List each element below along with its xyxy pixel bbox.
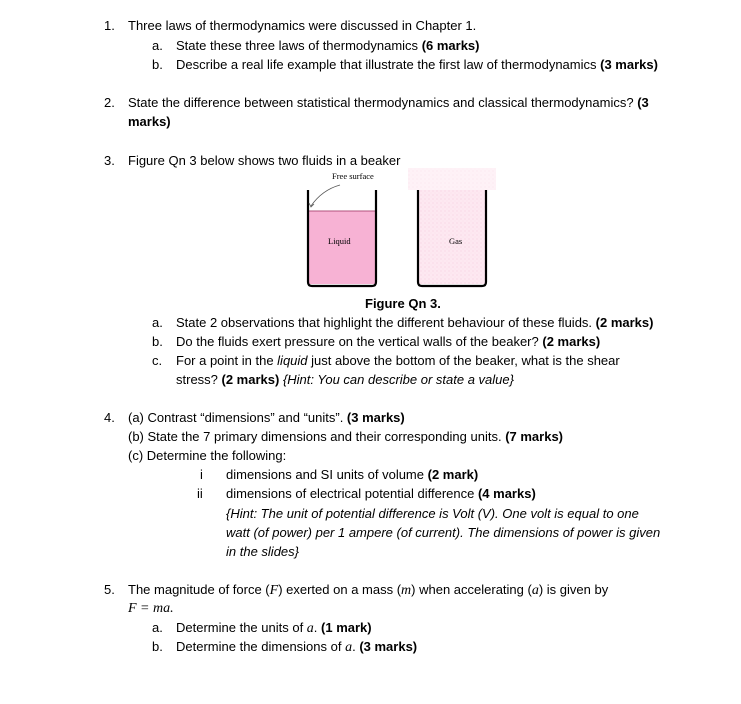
q4-number: 4. <box>104 410 115 425</box>
q2-marks-continued: marks) <box>128 114 171 129</box>
beaker-figure <box>300 166 500 290</box>
q4-hint-line1: {Hint: The unit of potential difference is Volt (V). One volt is equal to one <box>226 506 639 521</box>
q2-number: 2. <box>104 95 115 110</box>
q4a-text: (a) Contrast “dimensions” and “units”. (3 marks) <box>128 410 405 425</box>
q3c-text-line2: stress? (2 marks) {Hint: You can describe or state a value} <box>176 372 514 387</box>
q5b-text: Determine the dimensions of a. (3 marks) <box>176 639 418 655</box>
q3-text: Figure Qn 3 below shows two fluids in a beaker <box>128 153 401 168</box>
q5a-label: a. <box>152 620 163 635</box>
q3b-label: b. <box>152 334 163 349</box>
q4-hint-line2: watt (of power) per 1 ampere (of current). The dimensions of power is given <box>226 525 661 540</box>
q3c-label: c. <box>152 353 163 368</box>
q5-text: The magnitude of force (F) exerted on a mass (m) when accelerating (a) is given by <box>128 582 609 598</box>
q1b-text: Describe a real life example that illustrate the first law of thermodynamics (3 marks) <box>176 57 658 72</box>
q4c-text: (c) Determine the following: <box>128 448 287 463</box>
q3b-text: Do the fluids exert pressure on the vertical walls of the beaker? (2 marks) <box>176 334 601 349</box>
q3c-text-line1: For a point in the liquid just above the bottom of the beaker, what is the shear <box>176 353 620 368</box>
gas-haze <box>408 168 496 190</box>
q4c-i-label: i <box>200 467 203 482</box>
q3a-label: a. <box>152 315 163 330</box>
q1b-label: b. <box>152 57 163 72</box>
q3a-text: State 2 observations that highlight the different behaviour of these fluids. (2 marks) <box>176 315 654 330</box>
q1a-label: a. <box>152 38 163 53</box>
q4c-i-text: dimensions and SI units of volume (2 mark) <box>226 467 479 482</box>
q3-number: 3. <box>104 153 115 168</box>
q4c-ii-text: dimensions of electrical potential difference (4 marks) <box>226 486 536 501</box>
gas-label: Gas <box>449 236 463 246</box>
q1a-text: State these three laws of thermodynamics (6 marks) <box>176 38 480 53</box>
q4b-text: (b) State the 7 primary dimensions and their corresponding units. (7 marks) <box>128 429 564 444</box>
q4c-ii-label: ii <box>197 486 203 501</box>
q5b-label: b. <box>152 639 163 654</box>
q1-text: Three laws of thermodynamics were discussed in Chapter 1. <box>128 18 477 33</box>
q5-formula: F = ma. <box>128 601 174 616</box>
free-surface-arrow <box>311 185 340 206</box>
q5a-text: Determine the units of a. (1 mark) <box>176 620 372 636</box>
q5-number: 5. <box>104 582 115 597</box>
q1-number: 1. <box>104 18 115 33</box>
figure-caption: Figure Qn 3. <box>365 296 441 311</box>
q4-hint-line3: in the slides} <box>226 544 299 559</box>
free-surface-label: Free surface <box>332 171 374 181</box>
liquid-label: Liquid <box>328 236 351 246</box>
q2-text: State the difference between statistical thermodynamics and classical thermodynamics? (3 <box>128 95 649 110</box>
liquid-fill <box>309 211 375 284</box>
